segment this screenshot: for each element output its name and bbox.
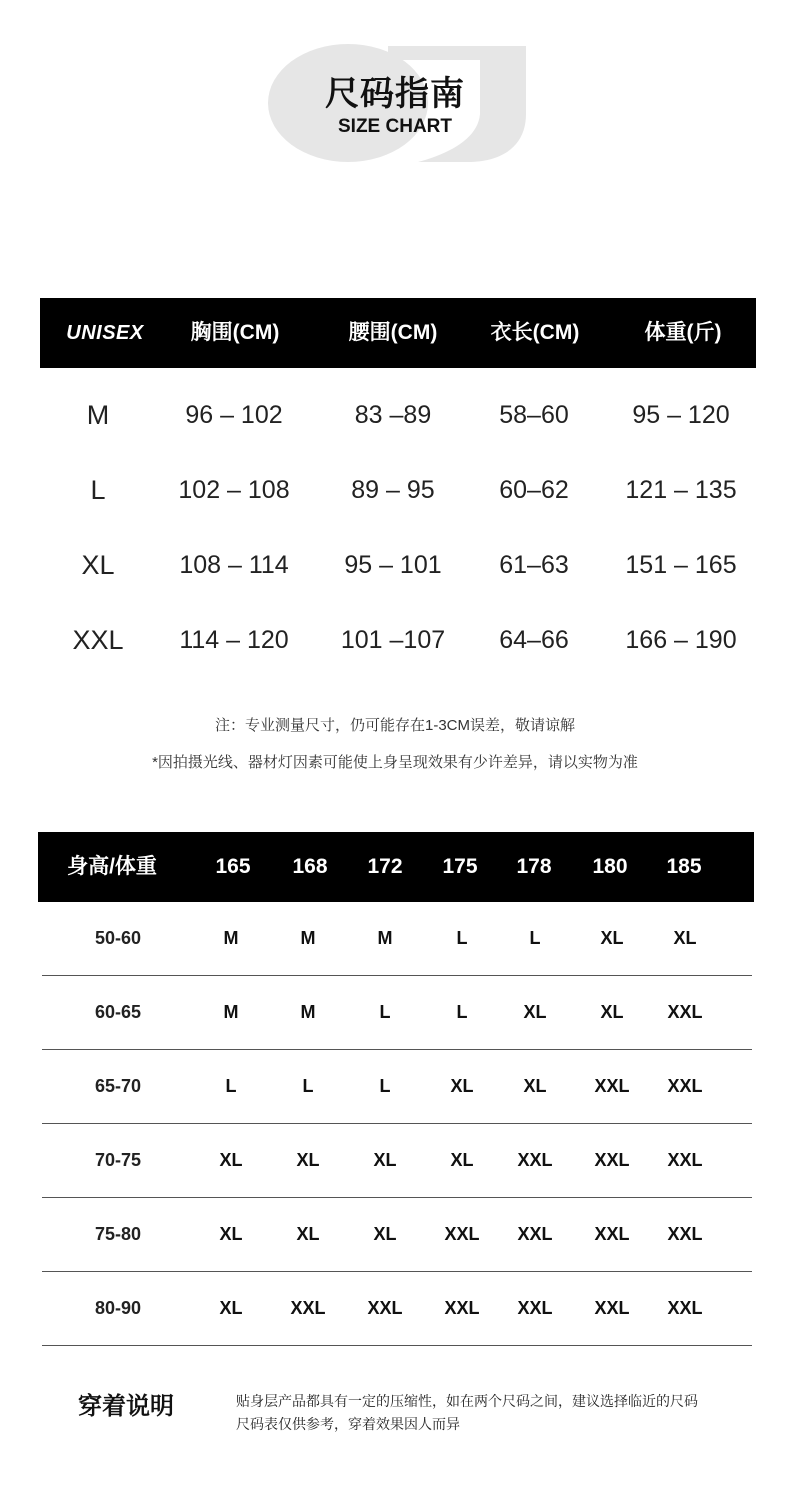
wear-instruction-line: 贴身层产品都具有一定的压缩性，如在两个尺码之间，建议选择临近的尺码 [236, 1393, 698, 1409]
waist-value: 89 – 95 [351, 476, 435, 504]
fit-cell: M [377, 928, 393, 948]
length-value: 58–60 [499, 401, 569, 429]
fit-cell: M [300, 928, 316, 948]
chest-value: 102 – 108 [178, 476, 290, 504]
fit-cell: M [300, 1002, 316, 1022]
fit-cell: XXL [290, 1298, 326, 1318]
fit-cell: M [223, 928, 239, 948]
weight-value: 166 – 190 [625, 626, 737, 654]
fit-cell: XXL [667, 1150, 703, 1170]
header-height-185: 185 [666, 855, 702, 878]
header-length: 衣长(CM) [490, 321, 580, 344]
table-row [40, 528, 756, 603]
fit-cell: M [223, 1002, 239, 1022]
wear-instructions-title: 穿着说明 [78, 1393, 174, 1420]
length-value: 61–63 [499, 551, 569, 579]
color-disclaimer-note: *因拍摄光线、器材灯因素可能使上身呈现效果有少许差异，请以实物为准 [152, 754, 638, 771]
fit-cell: L [456, 928, 468, 948]
weight-range: 75-80 [94, 1224, 142, 1244]
length-value: 60–62 [499, 476, 569, 504]
fit-cell: XL [523, 1002, 547, 1022]
size-label: L [90, 475, 106, 505]
height-weight-fit-table [38, 832, 754, 1346]
header-height-172: 172 [367, 855, 403, 878]
table-row [42, 976, 752, 1050]
weight-value: 95 – 120 [632, 401, 730, 429]
wear-instruction-line: 尺码表仅供参考，穿着效果因人而异 [236, 1416, 460, 1432]
fit-cell: XL [673, 928, 697, 948]
weight-range: 70-75 [94, 1150, 142, 1170]
fit-cell: XL [373, 1224, 397, 1244]
header-height-175: 175 [442, 855, 478, 878]
fit-cell: XXL [517, 1224, 553, 1244]
size-label: XL [81, 550, 115, 580]
fit-cell: XL [600, 928, 624, 948]
fit-cell: XL [450, 1150, 474, 1170]
header-weight: 体重(斤) [644, 321, 722, 344]
header-height-180: 180 [592, 855, 628, 878]
size-measurement-table [40, 298, 756, 678]
fit-cell: L [302, 1076, 314, 1096]
table-row [42, 1124, 752, 1198]
header-unisex: UNISEX [66, 322, 144, 344]
chest-value: 96 – 102 [185, 401, 283, 429]
table-row [42, 902, 752, 976]
header-waist: 腰围(CM) [348, 321, 438, 344]
fit-cell: XXL [594, 1150, 630, 1170]
fit-cell: XXL [517, 1298, 553, 1318]
weight-range: 50-60 [94, 928, 142, 948]
length-value: 64–66 [499, 626, 569, 654]
weight-value: 151 – 165 [625, 551, 737, 579]
table-row [42, 1198, 752, 1272]
fit-cell: XXL [667, 1224, 703, 1244]
fit-cell: L [529, 928, 541, 948]
header-chest: 胸围(CM) [190, 321, 280, 344]
header-height-165: 165 [215, 855, 251, 878]
fit-cell: XL [450, 1076, 474, 1096]
fit-cell: XL [523, 1076, 547, 1096]
wear-instructions-text [236, 1390, 698, 1436]
page-subtitle: SIZE CHART [338, 116, 452, 137]
fit-cell: XL [219, 1224, 243, 1244]
chest-value: 114 – 120 [179, 626, 289, 654]
table-row [42, 1272, 752, 1346]
size-label: M [86, 400, 110, 430]
weight-range: 80-90 [94, 1298, 142, 1318]
chest-value: 108 – 114 [179, 551, 289, 579]
table-row [40, 453, 756, 528]
fit-cell: L [379, 1002, 391, 1022]
size-label: XXL [72, 625, 124, 655]
fit-cell: XXL [444, 1298, 480, 1318]
waist-value: 95 – 101 [344, 551, 442, 579]
header-height-168: 168 [292, 855, 328, 878]
fit-cell: XXL [367, 1298, 403, 1318]
fit-cell: XL [296, 1224, 320, 1244]
fit-cell: L [456, 1002, 468, 1022]
fit-cell: L [225, 1076, 237, 1096]
fit-cell: XXL [667, 1002, 703, 1022]
waist-value: 101 –107 [340, 626, 446, 654]
table-row [42, 1050, 752, 1124]
fit-cell: XL [373, 1150, 397, 1170]
weight-value: 121 – 135 [625, 476, 737, 504]
fit-table-header [38, 832, 754, 902]
fit-cell: XXL [594, 1076, 630, 1096]
fit-cell: XL [219, 1298, 243, 1318]
fit-cell: XXL [517, 1150, 553, 1170]
waist-value: 83 –89 [354, 401, 432, 429]
page-title: 尺码指南 [325, 75, 465, 113]
size-table-header [40, 298, 756, 368]
header-height-weight: 身高/体重 [67, 855, 157, 878]
fit-cell: XL [296, 1150, 320, 1170]
fit-cell: XXL [594, 1298, 630, 1318]
fit-cell: XL [600, 1002, 624, 1022]
fit-cell: XXL [667, 1298, 703, 1318]
fit-cell: XL [219, 1150, 243, 1170]
size-chart-header [0, 0, 790, 200]
fit-cell: L [379, 1076, 391, 1096]
header-height-178: 178 [516, 855, 552, 878]
fit-cell: XXL [667, 1076, 703, 1096]
fit-cell: XXL [444, 1224, 480, 1244]
fit-cell: XXL [594, 1224, 630, 1244]
table-row [40, 378, 756, 453]
table-row [40, 603, 756, 678]
measurement-note: 注：专业测量尺寸，仍可能存在1-3CM误差，敬请谅解 [214, 717, 575, 734]
weight-range: 60-65 [94, 1002, 142, 1022]
weight-range: 65-70 [94, 1076, 142, 1096]
